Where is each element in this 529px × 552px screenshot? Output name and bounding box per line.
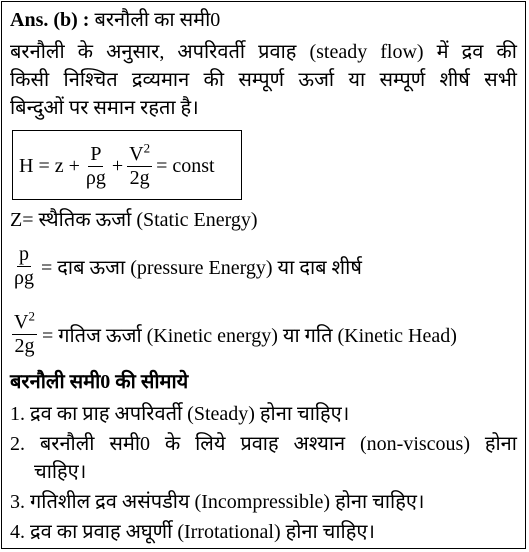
item-word: अश्यान <box>293 433 346 455</box>
intro-word: की <box>496 41 517 63</box>
bernoulli-formula <box>19 138 215 194</box>
intro-line-2 <box>10 68 517 92</box>
fraction-denominator: 2g <box>129 166 150 189</box>
intro-word: में <box>436 41 449 63</box>
limitation-item-2-line-1 <box>10 432 517 456</box>
intro-word: की <box>203 69 225 91</box>
intro-word: अपरिवर्ती <box>177 41 246 63</box>
limitations-heading: बरनौली समी0 की सीमाये <box>10 371 189 393</box>
plus-sign: + <box>111 154 124 177</box>
exponent: 2 <box>28 307 35 323</box>
item-word: 2. <box>10 433 25 455</box>
intro-word: किसी <box>10 69 50 91</box>
fraction-numerator: p <box>18 242 29 265</box>
limitation-item-3: 3. गतिशील द्रव असंपडीय (Incompressible) होना चाहिए। <box>10 491 425 513</box>
intro-word: द्रव्यमान <box>131 69 190 91</box>
intro-word: सभी <box>484 69 517 91</box>
velocity-fraction <box>127 139 152 189</box>
intro-word: सम्पूर्ण <box>238 69 285 91</box>
pressure-term-fraction <box>12 244 36 289</box>
fraction-numerator <box>127 139 152 167</box>
intro-word: या <box>348 69 366 91</box>
limitation-item-4: 4. द्रव का प्रवाह अघूर्णी (Irrotational) होना चाहिए। <box>10 521 376 543</box>
intro-word: flow) <box>380 41 424 63</box>
fraction-numerator <box>12 307 37 335</box>
intro-word: द्रव <box>461 41 484 63</box>
fraction-denominator: 2g <box>14 334 35 357</box>
intro-word: निश्चित <box>63 69 118 91</box>
intro-word: अनुसार, <box>106 41 165 63</box>
kinetic-term-text: = गतिज ऊर्जा (Kinetic energy) या गति (Kinetic Head) <box>41 324 457 347</box>
fraction-denominator: ρg <box>14 266 34 289</box>
kinetic-term-fraction <box>12 307 37 357</box>
intro-word: के <box>77 41 94 63</box>
bernoulli-formula-box <box>12 130 242 200</box>
intro-word: प्रवाह <box>258 41 297 63</box>
pressure-energy-term <box>12 240 362 292</box>
limitation-item-1: 1. द्रव का प्राह अपरिवर्ती (Steady) होना चाहिए। <box>10 403 350 425</box>
item-word: (non-viscous) <box>360 433 470 455</box>
item-word: समी0 <box>109 433 151 455</box>
kinetic-energy-term <box>12 306 457 362</box>
pressure-fraction <box>84 144 108 189</box>
intro-word: (steady <box>309 41 368 63</box>
fraction-denominator: ρg <box>85 166 106 189</box>
fraction-numerator: P <box>90 142 102 165</box>
item-word: लिये <box>195 433 226 455</box>
velocity-symbol: V <box>14 310 29 333</box>
formula-lhs: H = z + <box>19 154 80 177</box>
velocity-symbol: V <box>129 142 144 165</box>
static-energy-term: Z= स्थैतिक ऊर्जा (Static Energy) <box>10 209 258 231</box>
limitation-item-2-line-2: चाहिए। <box>34 461 87 483</box>
item-word: होना <box>484 433 517 455</box>
item-word: बरनौली <box>39 433 95 455</box>
pressure-term-text: = दाब ऊजा (pressure Energy) या दाब शीर्ष <box>40 256 362 279</box>
intro-word: शीर्ष <box>439 69 470 91</box>
answer-label: Ans. (b) : <box>10 9 90 31</box>
intro-line-1 <box>10 40 517 64</box>
exponent: 2 <box>143 139 151 155</box>
intro-line-3: बिन्दुओं पर समान रहता है। <box>10 97 199 119</box>
intro-word: बरनौली <box>10 41 65 63</box>
answer-header <box>10 8 220 32</box>
answer-title: बरनौली का समी0 <box>94 9 221 31</box>
intro-word: सम्पूर्ण <box>379 69 426 91</box>
item-word: प्रवाह <box>240 433 279 455</box>
answer-card <box>1 1 526 549</box>
item-word: के <box>164 433 181 455</box>
intro-word: ऊर्जा <box>298 69 335 91</box>
formula-rhs: = const <box>156 154 215 177</box>
